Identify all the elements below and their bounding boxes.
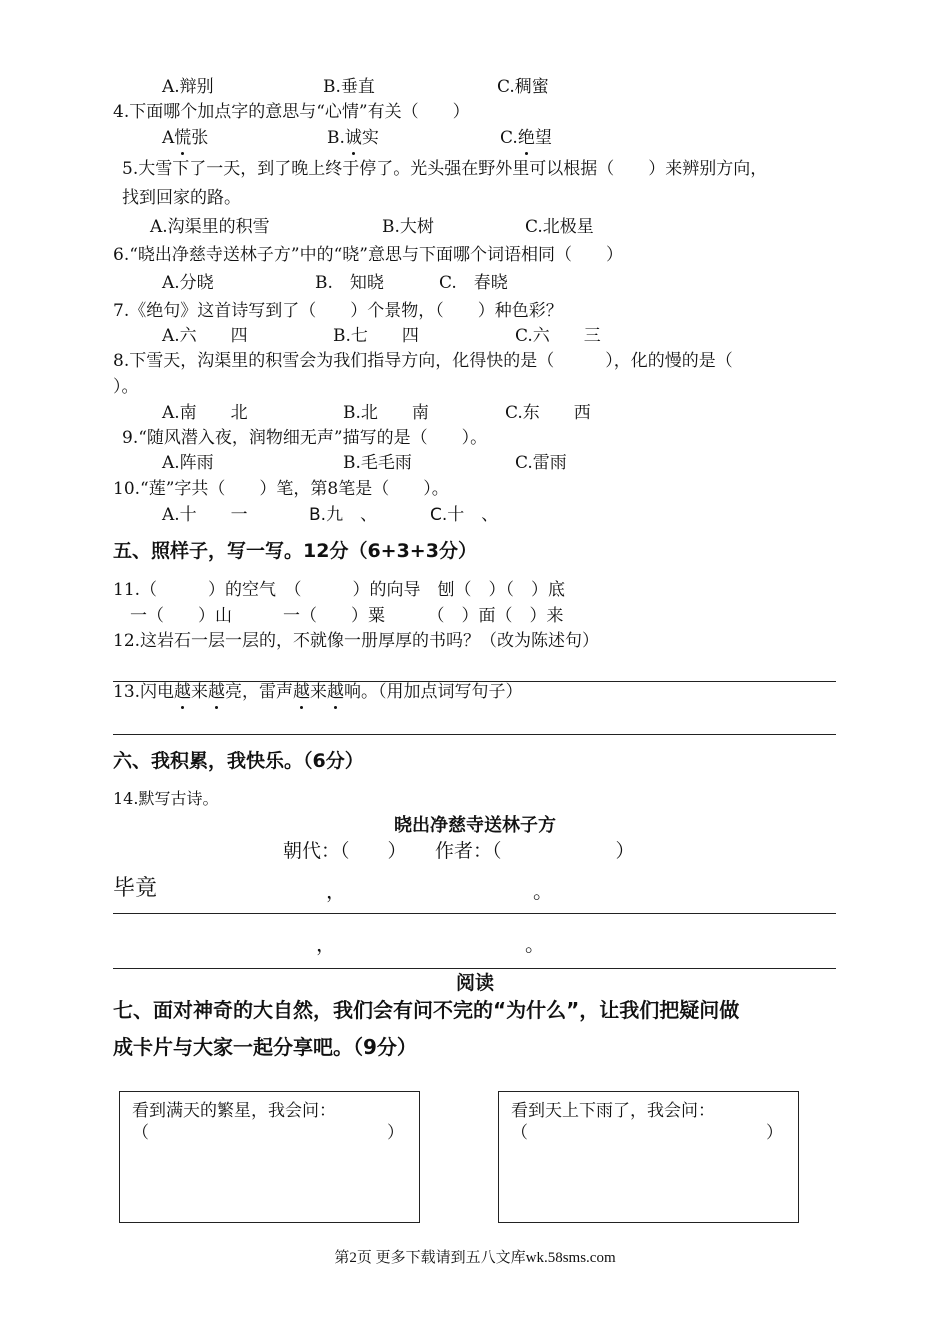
q4-option-b: B.诚实 [327,128,379,148]
poem-period: 。 [525,932,545,956]
emphasis-dot-char: 慌 [174,128,192,148]
q9-stem: 9.“随风潜入夜，润物细无声”描写的是（ ）。 [122,428,488,448]
card-prompt: 看到天上下雨了，我会问：（ ） [511,1101,783,1143]
q8-option-a: A.南 北 [162,403,248,423]
q11-line1: 11.（ ）的空气 （ ）的向导 刨（ ）（ ）底 [113,580,566,600]
reading-heading: 阅读 [455,972,494,994]
page-footer: 第2页 更多下载请到五八文库wk.58sms.com [334,1250,616,1266]
q10-option-b: B.九 、 [309,505,378,525]
q5-option-b: B.大树 [382,217,434,237]
q10-option-c: C.十 、 [430,505,499,525]
q3-option-a: A.辩别 [162,77,214,97]
q10-option-a: A.十 一 [162,505,248,525]
q3-option-b: B.垂直 [323,77,375,97]
q6-stem: 6.“晓出净慈寺送林子方”中的“晓”意思与下面哪个词语相同（ ） [113,245,623,265]
q14-stem: 14.默写古诗。 [113,789,219,808]
emphasis-dot-char: 越 [208,682,226,702]
q5-stem-line2: 找到回家的路。 [122,188,241,208]
q7-option-a: A.六 四 [162,326,248,346]
poem-comma: ， [316,932,336,956]
answer-line[interactable] [113,734,836,735]
q7-stem: 7.《绝句》这首诗写到了（ ）个景物，（ ）种色彩？ [113,301,563,321]
emphasis-dot-char: 诚 [344,128,362,148]
q6-option-b: B. 知晓 [315,273,384,293]
q7-option-c: C.六 三 [515,326,601,346]
q3-option-c: C.稠蜜 [497,77,549,97]
emphasis-dot-char: 越 [174,682,192,702]
card-prompt: 看到满天的繁星，我会问：（ ） [132,1101,404,1143]
q12-stem: 12.这岩石一层一层的，不就像一册厚厚的书吗？（改为陈述句） [113,631,600,651]
poem-start: 毕竟 [113,876,158,901]
q11-line2: 一（ ）山 一（ ）粟 （ ）面（ ）来 [130,606,564,626]
q6-option-c: C. 春晓 [439,273,508,293]
q4-option-a: A慌张 [162,128,209,148]
question-card[interactable] [498,1091,799,1223]
section-7-heading-line1: 七、面对神奇的大自然，我们会有问不完的“为什么”，让我们把疑问做 [113,998,740,1022]
q7-option-b: B.七 四 [333,326,419,346]
q5-stem-line1: 5.大雪下了一天，到了晚上终于停了。光头强在野外里可以根据（ ）来辨别方向， [122,159,768,179]
q4-option-c: C.绝望 [500,128,552,148]
q9-option-b: B.毛毛雨 [343,453,412,473]
question-card[interactable] [119,1091,420,1223]
section-7-heading-line2: 成卡片与大家一起分享吧。（9分） [113,1035,417,1059]
q13-stem: 13.闪电越来越亮，雷声越来越响。（用加点词写句子） [113,682,523,702]
q4-stem: 4.下面哪个加点字的意思与“心情”有关（ ） [113,102,470,122]
poem-title: 晓出净慈寺送林子方 [394,815,556,836]
answer-line[interactable] [113,913,836,914]
q9-option-c: C.雷雨 [515,453,567,473]
section-5-heading: 五、照样子，写一写。12分（6+3+3分） [113,540,477,562]
emphasis-dot-char: 绝 [517,128,535,148]
q8-stem-line1: 8.下雪天，沟渠里的积雪会为我们指导方向，化得快的是（ ），化的慢的是（ [113,351,733,371]
answer-line[interactable] [113,968,836,969]
section-6-heading: 六、我积累，我快乐。（6分） [113,750,364,772]
q8-option-c: C.东 西 [505,403,591,423]
emphasis-dot-char: 越 [293,682,311,702]
q10-stem: 10.“莲”字共（ ）笔，第8笔是（ ）。 [113,479,449,499]
emphasis-dot-char: 越 [327,682,345,702]
q8-stem-line2: ）。 [113,377,139,397]
q5-option-a: A.沟渠里的积雪 [150,217,270,237]
poem-meta: 朝代：（ ） 作者：（ ） [283,840,635,862]
poem-comma: ， [326,879,346,903]
q6-option-a: A.分晓 [162,273,214,293]
q8-option-b: B.北 南 [343,403,429,423]
q9-option-a: A.阵雨 [162,453,214,473]
q5-option-c: C.北极星 [525,217,594,237]
poem-period: 。 [533,879,553,903]
